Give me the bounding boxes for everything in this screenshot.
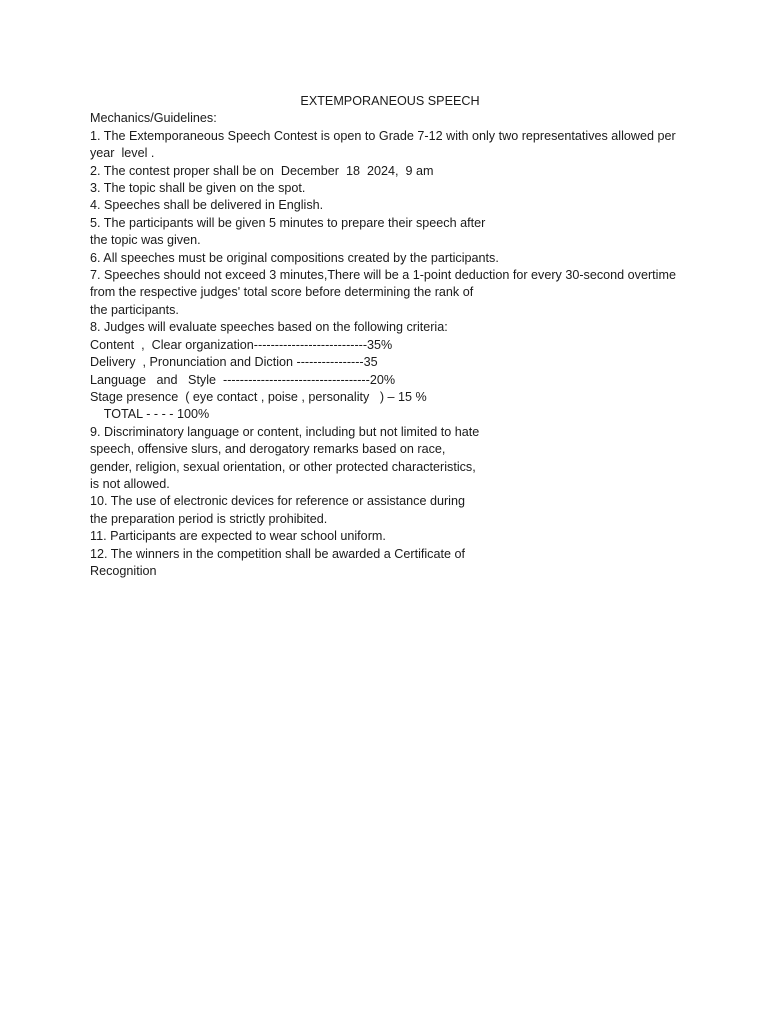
guidelines-heading: Mechanics/Guidelines: bbox=[90, 111, 217, 126]
rule-8: 8. Judges will evaluate speeches based on the following criteria: bbox=[90, 320, 448, 335]
rule-6: 6. All speeches must be original compositions created by the participants. bbox=[90, 250, 499, 265]
rule-7-line-3: the participants. bbox=[90, 302, 179, 317]
document-body bbox=[90, 93, 690, 580]
rule-2: 2. The contest proper shall be on December 18 2024, 9 am bbox=[90, 163, 434, 178]
criteria-delivery: Delivery , Pronunciation and Diction ----------------35 bbox=[90, 355, 378, 370]
document-title: EXTEMPORANEOUS SPEECH bbox=[300, 94, 480, 108]
rule-9-line-3: gender, religion, sexual orientation, or other protected characteristics, bbox=[90, 459, 476, 474]
rule-5-line-1: 5. The participants will be given 5 minutes to prepare their speech after bbox=[90, 215, 486, 230]
criteria-stage-presence: Stage presence ( eye contact , poise , personality ) – 15 % bbox=[90, 389, 427, 404]
rule-10-line-2: the preparation period is strictly prohibited. bbox=[90, 511, 328, 526]
rule-3: 3. The topic shall be given on the spot. bbox=[90, 181, 306, 196]
rule-5-line-2: the topic was given. bbox=[90, 233, 201, 248]
criteria-language: Language and Style -----------------------------------20% bbox=[90, 372, 396, 387]
criteria-content: Content , Clear organization---------------------------35% bbox=[90, 337, 393, 352]
rule-9-line-4: is not allowed. bbox=[90, 476, 170, 491]
rule-12-line-1: 12. The winners in the competition shall be awarded a Certificate of bbox=[90, 546, 465, 561]
rule-7-line-2: from the respective judges' total score before determining the rank of bbox=[90, 285, 474, 300]
rule-11: 11. Participants are expected to wear school uniform. bbox=[90, 529, 386, 544]
rule-9-line-2: speech, offensive slurs, and derogatory remarks based on race, bbox=[90, 442, 446, 457]
rule-1-line-1: 1. The Extemporaneous Speech Contest is open to Grade 7-12 with only two representatives allowed per bbox=[90, 128, 676, 143]
rule-12-line-2: Recognition bbox=[90, 563, 157, 578]
rule-7-line-1: 7. Speeches should not exceed 3 minutes,There will be a 1-point deduction for every 30-second overtime bbox=[90, 268, 676, 283]
rule-1-line-2: year level . bbox=[90, 146, 155, 161]
criteria-total: TOTAL - - - - 100% bbox=[90, 407, 210, 422]
rule-10-line-1: 10. The use of electronic devices for reference or assistance during bbox=[90, 494, 465, 509]
rule-4: 4. Speeches shall be delivered in English. bbox=[90, 198, 324, 213]
rule-9-line-1: 9. Discriminatory language or content, including but not limited to hate bbox=[90, 424, 480, 439]
